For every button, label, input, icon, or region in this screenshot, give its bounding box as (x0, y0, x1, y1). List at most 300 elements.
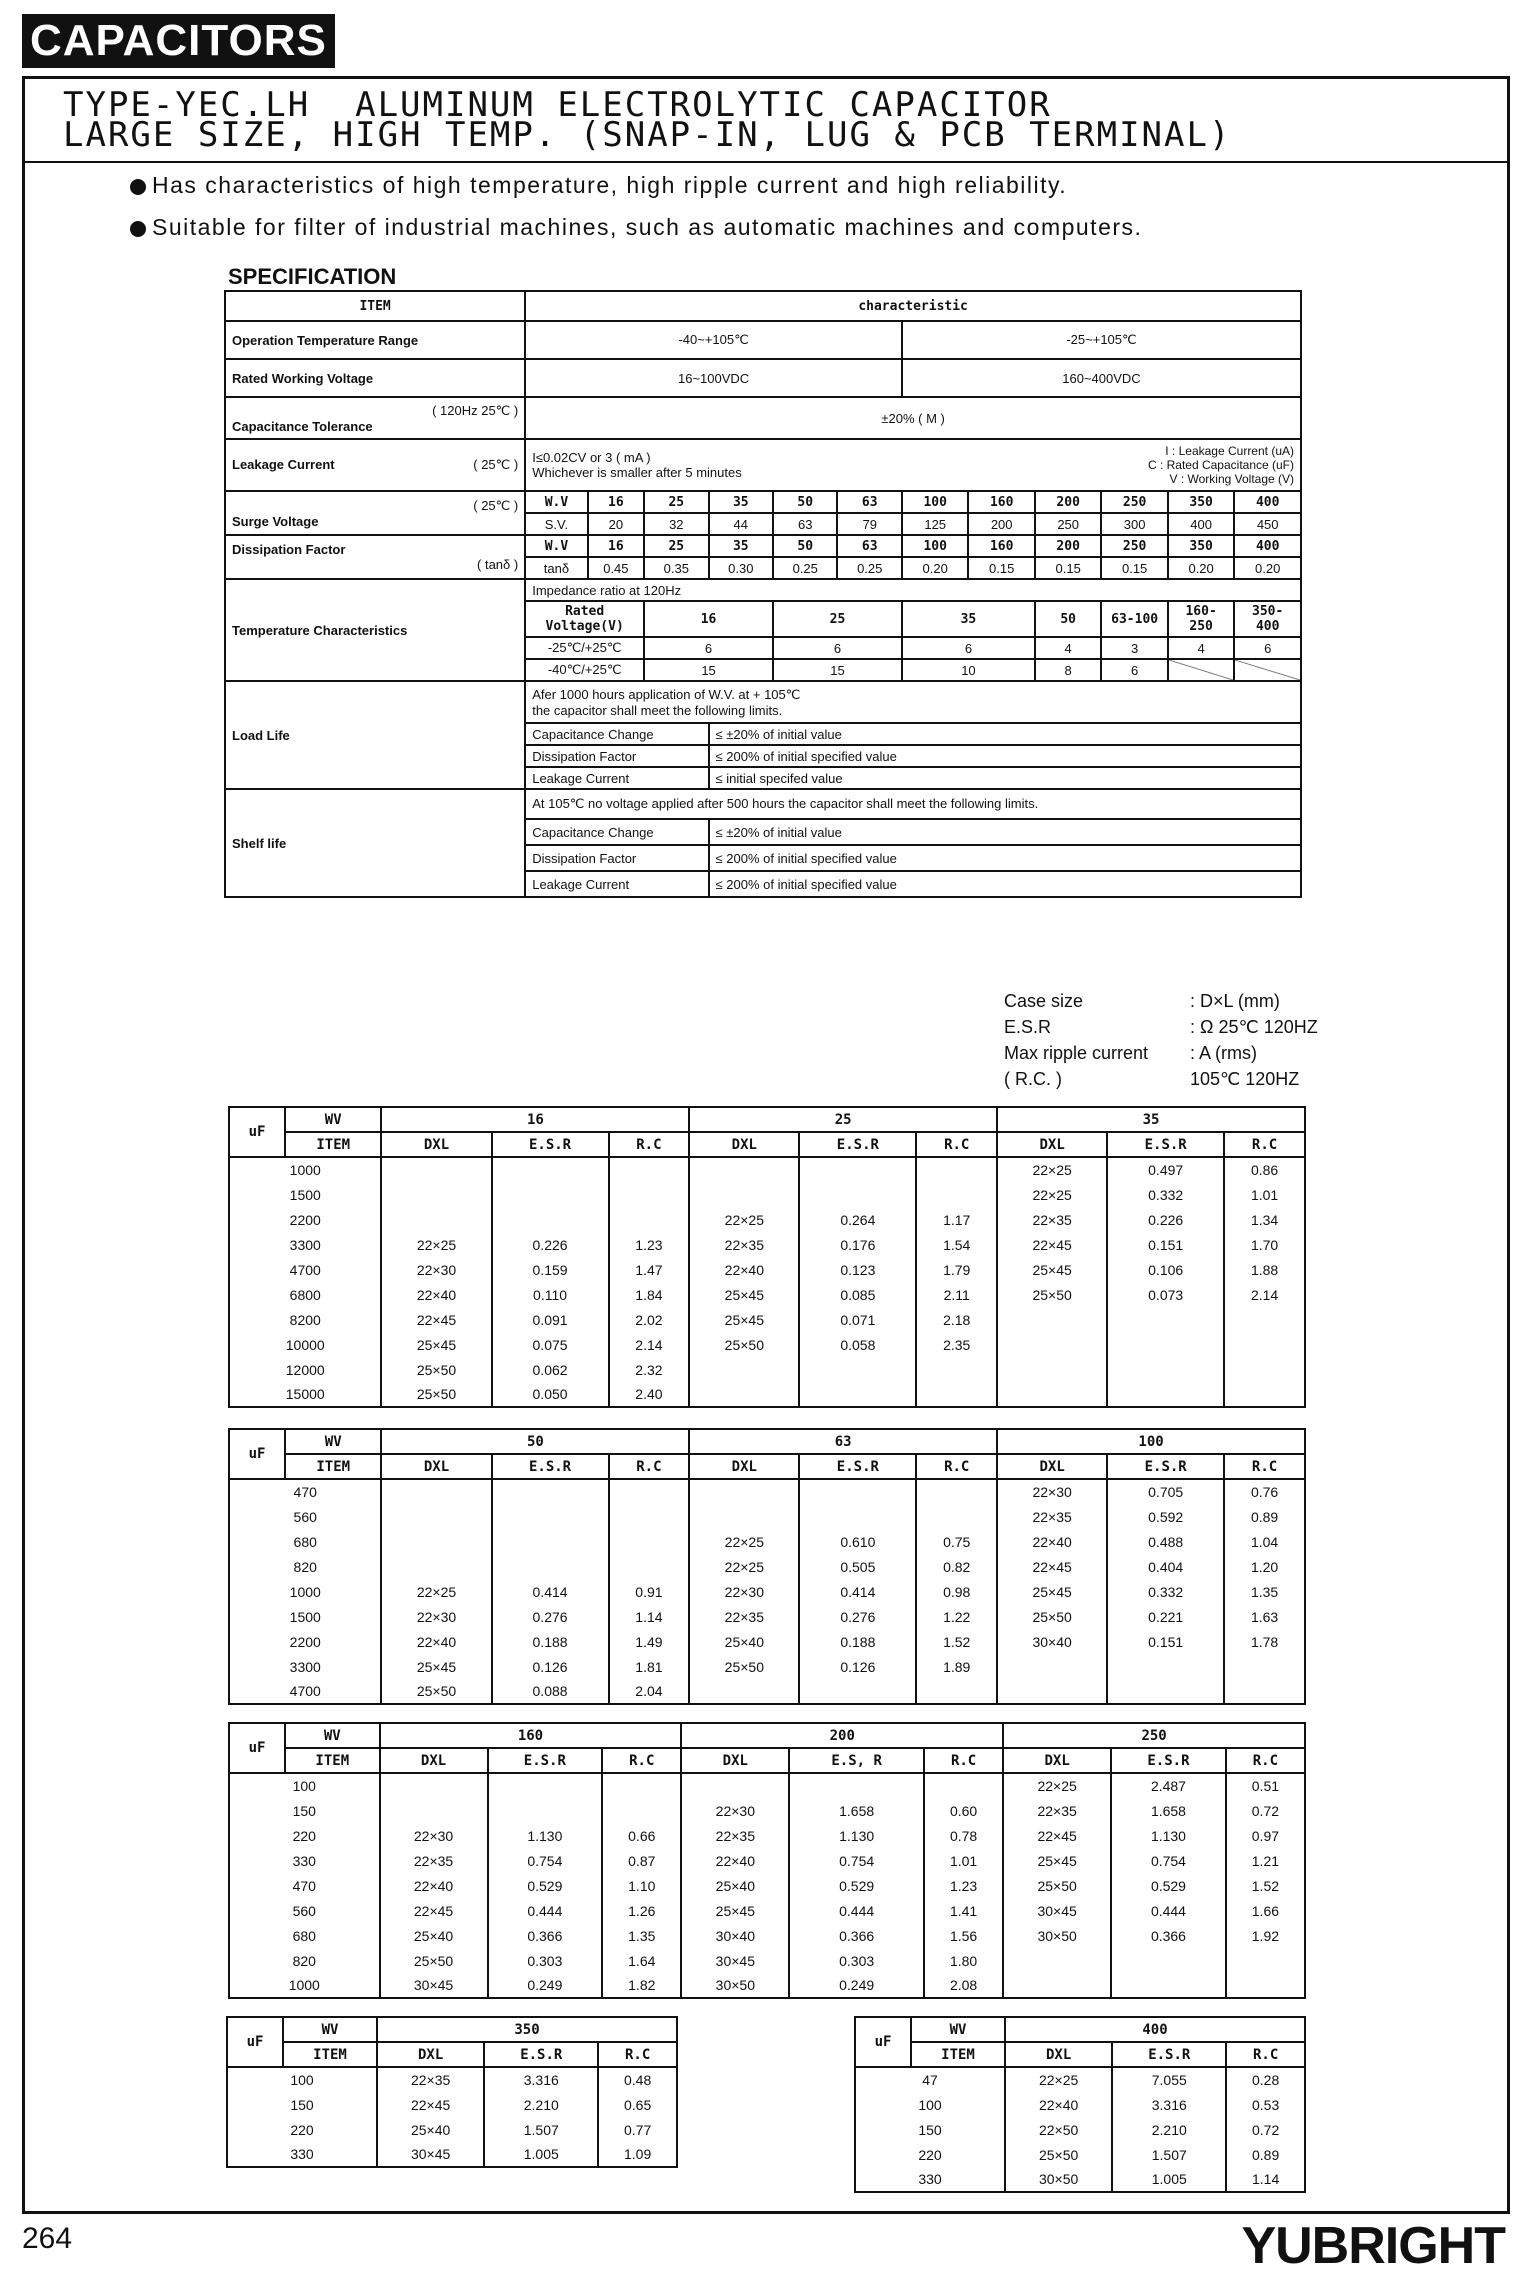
dxl-cell: 22×35 (380, 1848, 488, 1873)
esr-cell: 0.085 (799, 1282, 916, 1307)
table-row (229, 1654, 1305, 1679)
surge-sv: 79 (837, 513, 901, 535)
leakage-legend: I : Leakage Current (uA) (1165, 444, 1294, 458)
dxl-cell (997, 1357, 1107, 1382)
rc-cell: 0.82 (916, 1554, 997, 1579)
rc-cell: 1.52 (1226, 1873, 1305, 1898)
voltage-header: 25 (689, 1107, 997, 1132)
rated-voltage-a: 16~100VDC (525, 359, 902, 397)
rc-cell: 1.41 (924, 1898, 1003, 1923)
esr-cell: 0.091 (492, 1307, 609, 1332)
df-tan: 0.45 (588, 557, 644, 579)
rc-cell: 0.78 (924, 1823, 1003, 1848)
capacitance-cell: 12000 (229, 1357, 381, 1382)
rc-cell: 1.20 (1224, 1554, 1305, 1579)
dxl-cell: 25×50 (381, 1382, 491, 1407)
cap-tolerance-cell (225, 397, 525, 439)
rc-cell: 1.70 (1224, 1232, 1305, 1257)
rc-cell (1226, 1948, 1305, 1973)
dxl-cell: 22×35 (377, 2067, 484, 2092)
surge-label: Surge Voltage (232, 513, 319, 529)
capacitance-cell: 6800 (229, 1282, 381, 1307)
capacitor-table (854, 2016, 1306, 2193)
esr-cell: 0.151 (1107, 1232, 1224, 1257)
rc-cell: 1.23 (609, 1232, 690, 1257)
dxl-header: DXL (1005, 2042, 1112, 2067)
esr-cell (1107, 1357, 1224, 1382)
table-row (855, 2117, 1305, 2142)
table-row (229, 1873, 1305, 1898)
capacitance-cell: 560 (229, 1898, 380, 1923)
df-wv: 160 (968, 535, 1034, 557)
dxl-cell (689, 1679, 799, 1704)
df-tan: 0.30 (709, 557, 773, 579)
esr-cell: 0.529 (789, 1873, 924, 1898)
esr-cell: 0.075 (492, 1332, 609, 1357)
esr-cell: 2.210 (484, 2092, 598, 2117)
surge-sv: 300 (1101, 513, 1167, 535)
bullet-dot-icon (130, 221, 146, 237)
dxl-header: DXL (1003, 1748, 1111, 1773)
dxl-cell: 30×45 (380, 1973, 488, 1998)
table-row (229, 1332, 1305, 1357)
dxl-cell: 22×25 (1005, 2067, 1112, 2092)
dxl-cell: 25×40 (689, 1629, 799, 1654)
esr-cell (799, 1382, 916, 1407)
table-row (229, 1282, 1305, 1307)
rc-cell (916, 1479, 997, 1504)
uf-header: uF (855, 2017, 911, 2067)
esr-cell: 0.754 (488, 1848, 603, 1873)
temp-r2: 8 (1035, 659, 1101, 681)
wv-header: WV (285, 1429, 381, 1454)
shelf-row-value: ≤ ±20% of initial value (709, 819, 1301, 845)
table-row (229, 1848, 1305, 1873)
rc-cell (1224, 1307, 1305, 1332)
rc-cell (916, 1382, 997, 1407)
dxl-header: DXL (381, 1454, 491, 1479)
table-row (229, 1898, 1305, 1923)
esr-header: E.S.R (488, 1748, 603, 1773)
dxl-cell: 25×50 (997, 1604, 1107, 1629)
esr-cell: 1.130 (488, 1823, 603, 1848)
capacitance-cell: 2200 (229, 1629, 381, 1654)
esr-cell: 0.249 (789, 1973, 924, 1998)
rc-cell: 1.80 (924, 1948, 1003, 1973)
df-tan: 0.15 (968, 557, 1034, 579)
esr-cell (799, 1182, 916, 1207)
dxl-cell: 25×40 (380, 1923, 488, 1948)
rc-cell (916, 1679, 997, 1704)
dxl-cell (381, 1554, 491, 1579)
rc-cell (609, 1554, 690, 1579)
dxl-cell: 30×45 (1003, 1898, 1111, 1923)
rc-cell: 1.52 (916, 1629, 997, 1654)
df-wv: 50 (773, 535, 837, 557)
spec-char-header: characteristic (525, 291, 1301, 321)
table-row (229, 1257, 1305, 1282)
dxl-cell (997, 1679, 1107, 1704)
uf-header: uF (229, 1429, 285, 1479)
dxl-cell (689, 1504, 799, 1529)
load-row-value: ≤ ±20% of initial value (709, 723, 1301, 745)
rc-cell (609, 1182, 690, 1207)
dxl-cell: 22×30 (689, 1579, 799, 1604)
dxl-cell (689, 1182, 799, 1207)
rc-cell: 1.35 (1224, 1579, 1305, 1604)
table-row (229, 1529, 1305, 1554)
table-row (229, 1307, 1305, 1332)
leakage-note: Whichever is smaller after 5 minutes (532, 465, 742, 480)
temp-r1: 4 (1035, 637, 1101, 659)
temp-rv-label: Rated Voltage(V) (525, 601, 644, 637)
temp-rv: 16 (644, 601, 773, 637)
temp-r1: 3 (1101, 637, 1167, 659)
load-row-label: Capacitance Change (525, 723, 708, 745)
spec-item-header: ITEM (225, 291, 525, 321)
rc-cell: 1.49 (609, 1629, 690, 1654)
esr-cell: 3.316 (1112, 2092, 1226, 2117)
wv-header: WV (911, 2017, 1005, 2042)
temp-r1: 6 (1234, 637, 1301, 659)
table-row (229, 1479, 1305, 1504)
esr-cell: 0.126 (492, 1654, 609, 1679)
capacitance-cell: 680 (229, 1923, 380, 1948)
df-wv: 200 (1035, 535, 1101, 557)
dxl-cell: 30×45 (681, 1948, 789, 1973)
esr-cell: 0.705 (1107, 1479, 1224, 1504)
esr-cell (492, 1157, 609, 1182)
rc-cell: 1.79 (916, 1257, 997, 1282)
surge-wv: 25 (644, 491, 708, 513)
rated-voltage-label: Rated Working Voltage (225, 359, 525, 397)
dxl-cell: 22×25 (689, 1554, 799, 1579)
dxl-cell: 22×30 (681, 1798, 789, 1823)
table-row (229, 1604, 1305, 1629)
dxl-cell (1003, 1948, 1111, 1973)
esr-cell: 7.055 (1112, 2067, 1226, 2092)
table-row (229, 1207, 1305, 1232)
uf-header: uF (229, 1723, 285, 1773)
esr-cell (1107, 1679, 1224, 1704)
rc-cell: 2.14 (1224, 1282, 1305, 1307)
rc-cell (1224, 1654, 1305, 1679)
table-row (229, 1504, 1305, 1529)
table-row (229, 1157, 1305, 1182)
rc-cell (1224, 1679, 1305, 1704)
capacitance-cell: 220 (229, 1823, 380, 1848)
rc-cell: 1.22 (916, 1604, 997, 1629)
capacitance-cell: 560 (229, 1504, 381, 1529)
capacitance-cell: 15000 (229, 1382, 381, 1407)
table-row (229, 1579, 1305, 1604)
esr-cell: 1.005 (484, 2142, 598, 2167)
esr-cell: 0.110 (492, 1282, 609, 1307)
section-tag: CAPACITORS (22, 14, 335, 68)
leakage-formula: I≤0.02CV or 3 ( mA ) (532, 450, 651, 465)
esr-cell (492, 1529, 609, 1554)
table-row (229, 1923, 1305, 1948)
df-wv: 25 (644, 535, 708, 557)
dxl-cell: 25×45 (1003, 1848, 1111, 1873)
dxl-cell: 30×40 (681, 1923, 789, 1948)
capacitance-cell: 150 (227, 2092, 377, 2117)
rc-cell (609, 1157, 690, 1182)
esr-cell: 0.505 (799, 1554, 916, 1579)
surge-sv: 400 (1168, 513, 1234, 535)
table-row (229, 1679, 1305, 1704)
esr-cell: 0.264 (799, 1207, 916, 1232)
dxl-cell: 22×40 (381, 1282, 491, 1307)
df-tan-label: tanδ (525, 557, 587, 579)
esr-cell: 0.188 (492, 1629, 609, 1654)
rc-cell (1224, 1382, 1305, 1407)
shelf-life-label: Shelf life (225, 789, 525, 897)
dxl-cell (1003, 1973, 1111, 1998)
temp-rv: 50 (1035, 601, 1101, 637)
surge-wv: 200 (1035, 491, 1101, 513)
rc-cell (602, 1798, 681, 1823)
capacitance-cell: 220 (227, 2117, 377, 2142)
esr-cell: 0.332 (1107, 1579, 1224, 1604)
dxl-cell: 25×50 (689, 1332, 799, 1357)
cap-tolerance-value: ±20% ( M ) (525, 397, 1301, 439)
rated-voltage-b: 160~400VDC (902, 359, 1301, 397)
df-wv: 350 (1168, 535, 1234, 557)
esr-cell: 0.414 (492, 1579, 609, 1604)
esr-header: E.S.R (1107, 1132, 1224, 1157)
esr-cell: 1.005 (1112, 2167, 1226, 2192)
dxl-cell (380, 1798, 488, 1823)
capacitance-cell: 100 (227, 2067, 377, 2092)
dxl-cell (997, 1654, 1107, 1679)
df-tan: 0.20 (1234, 557, 1301, 579)
rc-cell: 0.97 (1226, 1823, 1305, 1848)
esr-cell: 0.332 (1107, 1182, 1224, 1207)
dxl-cell (689, 1157, 799, 1182)
surge-wv: 400 (1234, 491, 1301, 513)
dxl-cell: 22×45 (381, 1307, 491, 1332)
esr-cell: 0.444 (789, 1898, 924, 1923)
esr-cell: 0.404 (1107, 1554, 1224, 1579)
dxl-cell (997, 1382, 1107, 1407)
esr-cell: 0.249 (488, 1973, 603, 1998)
dxl-cell: 22×25 (381, 1579, 491, 1604)
esr-cell (488, 1798, 603, 1823)
dxl-cell (381, 1504, 491, 1529)
rc-cell (916, 1157, 997, 1182)
esr-cell: 3.316 (484, 2067, 598, 2092)
dxl-cell (381, 1207, 491, 1232)
legend-key: Case size (1004, 991, 1084, 1011)
df-wv: 400 (1234, 535, 1301, 557)
rc-cell: 2.18 (916, 1307, 997, 1332)
df-tan: 0.20 (1168, 557, 1234, 579)
surge-wv: 350 (1168, 491, 1234, 513)
table-row (227, 2092, 677, 2117)
esr-cell: 0.226 (492, 1232, 609, 1257)
table-row (229, 1629, 1305, 1654)
capacitance-cell: 680 (229, 1529, 381, 1554)
wv-header: WV (285, 1107, 381, 1132)
esr-cell: 0.088 (492, 1679, 609, 1704)
rc-cell: 1.01 (1224, 1182, 1305, 1207)
temp-r1-label: -25℃/+25℃ (525, 637, 644, 659)
rc-cell (916, 1504, 997, 1529)
surge-sv: 250 (1035, 513, 1101, 535)
capacitance-cell: 1000 (229, 1579, 381, 1604)
load-row-value: ≤ 200% of initial specified value (709, 745, 1301, 767)
dxl-cell: 25×45 (689, 1307, 799, 1332)
dxl-cell: 22×25 (997, 1157, 1107, 1182)
capacitance-cell: 47 (855, 2067, 1005, 2092)
rc-cell: 0.51 (1226, 1773, 1305, 1798)
rc-header: R.C (1224, 1454, 1305, 1479)
load-row-value: ≤ initial specifed value (709, 767, 1301, 789)
esr-cell (492, 1504, 609, 1529)
rc-cell: 0.48 (598, 2067, 677, 2092)
capacitance-cell: 1500 (229, 1182, 381, 1207)
dxl-cell: 30×45 (377, 2142, 484, 2167)
capacitance-cell: 820 (229, 1554, 381, 1579)
feature-bullet: Suitable for filter of industrial machines, such as automatic machines and computers. (130, 214, 1142, 241)
df-tan: 0.20 (902, 557, 968, 579)
rc-cell: 1.78 (1224, 1629, 1305, 1654)
legend-value: : Ω 25℃ 120HZ (1190, 1017, 1318, 1037)
df-tan: 0.35 (644, 557, 708, 579)
esr-cell: 0.123 (799, 1257, 916, 1282)
rc-header: R.C (1224, 1132, 1305, 1157)
df-label: Dissipation Factor (232, 542, 346, 557)
dxl-cell: 22×50 (1005, 2117, 1112, 2142)
legend-key: E.S.R (1004, 1017, 1052, 1037)
rc-cell (924, 1773, 1003, 1798)
df-cell (225, 535, 525, 579)
table-row (229, 1973, 1305, 1998)
rc-cell: 1.88 (1224, 1257, 1305, 1282)
esr-cell: 0.366 (1111, 1923, 1226, 1948)
rc-cell: 1.14 (1226, 2167, 1305, 2192)
dxl-cell: 22×40 (1005, 2092, 1112, 2117)
voltage-header: 63 (689, 1429, 997, 1454)
rc-cell: 1.82 (602, 1973, 681, 1998)
capacitance-cell: 4700 (229, 1679, 381, 1704)
rc-cell: 0.75 (916, 1529, 997, 1554)
capacitor-table (228, 1428, 1306, 1705)
rc-cell: 1.63 (1224, 1604, 1305, 1629)
df-wv: 16 (588, 535, 644, 557)
rc-cell: 0.72 (1226, 1798, 1305, 1823)
temp-r2-empty (1168, 659, 1234, 681)
legend-value: : A (rms) (1190, 1043, 1257, 1063)
dxl-cell: 25×50 (381, 1679, 491, 1704)
dxl-cell: 22×40 (380, 1873, 488, 1898)
df-tan: 0.15 (1035, 557, 1101, 579)
rc-cell: 0.60 (924, 1798, 1003, 1823)
esr-cell: 0.050 (492, 1382, 609, 1407)
temp-rv: 350-400 (1234, 601, 1301, 637)
esr-cell: 0.754 (789, 1848, 924, 1873)
table-row (229, 1948, 1305, 1973)
capacitance-cell: 470 (229, 1479, 381, 1504)
esr-cell (488, 1773, 603, 1798)
table-row (229, 1232, 1305, 1257)
dxl-cell: 22×35 (681, 1823, 789, 1848)
dxl-cell: 22×45 (997, 1554, 1107, 1579)
esr-cell: 0.444 (488, 1898, 603, 1923)
legend-value: : D×L (mm) (1190, 991, 1280, 1011)
rc-cell: 0.28 (1226, 2067, 1305, 2092)
rc-cell: 0.76 (1224, 1479, 1305, 1504)
voltage-header: 200 (681, 1723, 1003, 1748)
rc-cell (609, 1207, 690, 1232)
wv-header: WV (283, 2017, 377, 2042)
dxl-cell: 25×50 (1005, 2142, 1112, 2167)
dxl-cell: 25×50 (380, 1948, 488, 1973)
esr-cell (1111, 1948, 1226, 1973)
rc-cell: 2.11 (916, 1282, 997, 1307)
esr-cell: 0.188 (799, 1629, 916, 1654)
esr-cell: 0.062 (492, 1357, 609, 1382)
title-line-1: TYPE-YEC.LH ALUMINUM ELECTROLYTIC CAPACITOR (63, 85, 1052, 125)
rc-cell: 2.08 (924, 1973, 1003, 1998)
op-temp-label: Operation Temperature Range (225, 321, 525, 359)
esr-header: E.S.R (492, 1454, 609, 1479)
leakage-cell (225, 439, 525, 491)
capacitance-cell: 1500 (229, 1604, 381, 1629)
leakage-value (525, 439, 1301, 491)
dxl-header: DXL (381, 1132, 491, 1157)
dxl-cell: 22×35 (689, 1604, 799, 1629)
rc-cell: 1.89 (916, 1654, 997, 1679)
rc-cell: 1.66 (1226, 1898, 1305, 1923)
leakage-legend: V : Working Voltage (V) (1169, 472, 1294, 486)
dxl-cell: 22×30 (380, 1823, 488, 1848)
rc-header: R.C (598, 2042, 677, 2067)
dxl-header: DXL (689, 1454, 799, 1479)
rc-header: R.C (609, 1132, 690, 1157)
temp-r2: 6 (1101, 659, 1167, 681)
spec-table (224, 290, 1302, 898)
esr-cell: 0.529 (488, 1873, 603, 1898)
load-life-note: Afer 1000 hours application of W.V. at + 105℃ the capacitor shall meet the following limits. (525, 681, 1301, 723)
table-row (227, 2117, 677, 2142)
table-row (227, 2142, 677, 2167)
capacitance-cell: 220 (855, 2142, 1005, 2167)
dxl-cell: 22×40 (997, 1529, 1107, 1554)
esr-cell: 0.497 (1107, 1157, 1224, 1182)
rc-cell: 2.14 (609, 1332, 690, 1357)
dxl-cell: 22×45 (377, 2092, 484, 2117)
surge-wv: 50 (773, 491, 837, 513)
dxl-cell: 22×30 (997, 1479, 1107, 1504)
esr-header: E.S.R (1112, 2042, 1226, 2067)
rc-cell: 0.87 (602, 1848, 681, 1873)
dxl-cell: 22×45 (1003, 1823, 1111, 1848)
spec-title: SPECIFICATION (228, 264, 397, 289)
esr-header: E.S.R (799, 1132, 916, 1157)
shelf-row-value: ≤ 200% of initial specified value (709, 845, 1301, 871)
item-header: ITEM (285, 1132, 381, 1157)
leakage-legend: C : Rated Capacitance (uF) (1147, 458, 1294, 472)
temp-char-label: Temperature Characteristics (225, 579, 525, 681)
rc-cell (609, 1529, 690, 1554)
rc-cell: 0.89 (1224, 1504, 1305, 1529)
esr-cell: 0.444 (1111, 1898, 1226, 1923)
capacitance-cell: 1000 (229, 1973, 380, 1998)
esr-cell: 0.226 (1107, 1207, 1224, 1232)
esr-cell (799, 1679, 916, 1704)
